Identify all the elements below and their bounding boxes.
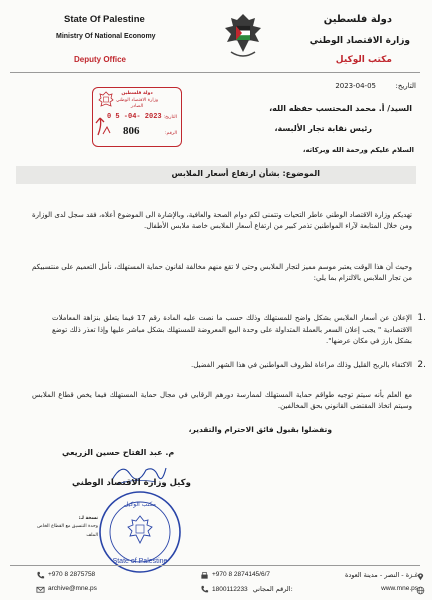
stamp-line-3: الصادر: [130, 104, 144, 109]
list-item-1: الإعلان عن أسعار الملابس بشكل واضح للمستهلك وذلك حسب ما نصت عليه المادة رقم 17 فيما يتعلق بنزاهة المعاملات الاقتصادية " يجب إعلان السعر بالعملة المتداولة على وحدة البيع المعروضة للمستهلك بشكل مباشر عليها وإذا تعذر ذلك توضع بشكل بارز في مكان عرضها".: [52, 314, 412, 346]
footer-free-number-label: الرقم المجاني:: [252, 585, 293, 593]
addressee-name: السيد/ أ. محمد المحتسب حفظه الله،: [269, 104, 412, 113]
header-ministry-en: Ministry Of National Economy: [56, 33, 156, 40]
cc-item: وحدة التنسيق مع القطاع الخاص: [37, 524, 98, 530]
seal-top-text: مكتب الوكيل: [124, 501, 156, 508]
footer-free-number-value: 1800112233: [212, 586, 248, 593]
footer-email: archive@mne.ps: [48, 585, 97, 592]
phone-icon: [36, 571, 45, 580]
footer-phone: +970 8 2875758: [48, 571, 96, 578]
body-paragraph-3: مع العلم بأنه سيتم توجيه طواقم حماية المستهلك لممارسة دورهم الرقابي في مجال حماية المستهلك فيما يخص قطاع الملابس وسيتم اتخاذ المقتضى القانوني بحق المخالفين.: [32, 391, 412, 411]
globe-icon: [416, 586, 425, 595]
mail-icon: [36, 585, 45, 594]
cc-item: الملف: [86, 532, 98, 538]
stamp-line-2: وزارة الاقتصاد الوطني: [115, 98, 159, 103]
header-state-ar: دولة فلسطين: [323, 14, 392, 25]
cc-title: نسخة لـ:: [78, 516, 98, 521]
seal-bottom-text: State of Palestine: [112, 558, 168, 565]
date-label: التاريخ:: [395, 82, 416, 90]
stamp-number: 806: [123, 125, 140, 137]
footer-address: غـزة - النصر - مدينة العودة: [344, 571, 418, 579]
stamp-date: 0 5 -04- 2023: [107, 113, 162, 121]
stamp-line-1: دولة فلسطين: [121, 91, 153, 96]
date-value: 2023-04-05: [335, 82, 376, 90]
subject-line: الموضوع: بشأن ارتفاع أسعار الملابس: [171, 169, 320, 178]
header-office-en: Deputy Office: [74, 55, 127, 64]
signatory-title: وكيل وزارة الاقتصاد الوطني: [72, 478, 191, 488]
footer-free-number: [212, 585, 293, 593]
official-seal: [98, 490, 182, 574]
closing-line: وتفضلوا بقبول فائق الاحترام والتقدير،: [188, 425, 332, 434]
list-item-number-2: 2.: [417, 360, 426, 370]
phone-icon: [200, 585, 209, 594]
greeting: السلام عليكم ورحمة الله وبركاته،: [302, 146, 414, 154]
stamp-number-label: الرقم:: [164, 131, 177, 136]
footer-divider: [10, 565, 420, 566]
signatory-name: م. عبد الفتاح حسين الزريعي: [62, 448, 175, 457]
list-item-number-1: 1.: [417, 313, 426, 323]
body-paragraph-2: وحيث أن هذا الوقت يعتبر موسم مميز لتجار الملابس وحتى لا تقع منهم مخالفة لقانون حماية المستهلك، نأمل التعميم على منتسبيكم من تجار الملابس بالالتزام بما يلي:: [32, 263, 412, 283]
header-divider: [10, 72, 420, 73]
palestine-emblem-icon: [223, 12, 263, 62]
location-pin-icon: [416, 572, 425, 581]
stamp-date-label: التاريخ:: [163, 115, 177, 120]
header-ministry-ar: وزارة الاقتصاد الوطني: [309, 36, 410, 46]
cc-block: [18, 515, 98, 540]
header-state-en: State Of Palestine: [64, 14, 145, 25]
fax-icon: [200, 571, 209, 580]
pen-arrow-icon: [94, 115, 124, 137]
footer-website[interactable]: www.mne.ps: [381, 585, 418, 592]
header-office-ar: مكتب الوكيل: [335, 55, 392, 65]
list-item-2: الاكتفاء بالربح القليل وذلك مراعاة لظروف المواطنين في هذا الشهر الفضيل.: [191, 361, 412, 369]
body-paragraph-1: تهديكم وزارة الاقتصاد الوطني عاطر التحيات وتتمنى لكم دوام الصحة والعافية، وبالإشارة الى الموضوع أعلاه، فقد سجل لدى الوزارة ومن خلال المتابعة لآراء المواطنين تذمر كبير من ارتفاع أسعار الملابس خاصة ملابس الأطفال.: [32, 211, 412, 231]
footer-phone-2: +970 8 2874145/6/7: [212, 571, 271, 578]
addressee-title: رئيس نقابة تجار الألبسة،: [274, 124, 372, 133]
